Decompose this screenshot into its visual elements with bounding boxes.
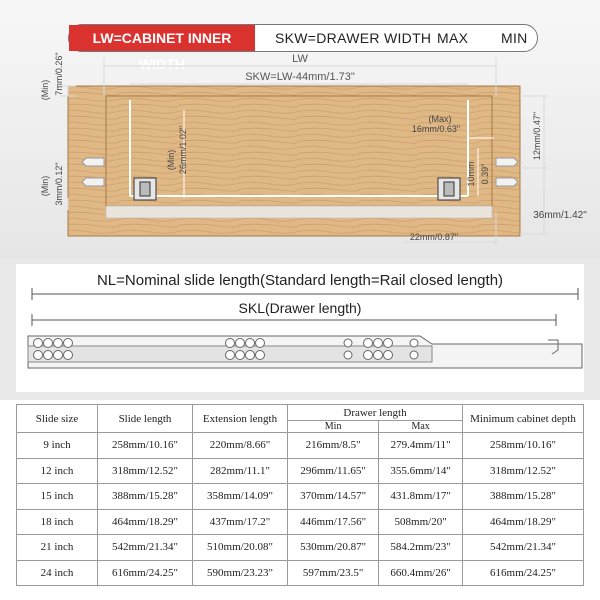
table-row	[17, 560, 584, 586]
cell-drawer-min: 216mm/8.5"	[288, 433, 379, 459]
cell-drawer-max: 660.4mm/26"	[379, 560, 463, 586]
cell-length: 464mm/18.29"	[98, 509, 193, 535]
header-slide-size: Slide size	[17, 405, 98, 433]
cell-length: 318mm/12.52"	[98, 458, 193, 484]
slide-rail	[28, 336, 582, 368]
header-drawer-length: Drawer length	[288, 405, 463, 421]
table-row	[17, 484, 584, 510]
cell-drawer-min: 370mm/14.57"	[288, 484, 379, 510]
cell-size: 24 inch	[17, 560, 98, 586]
cell-drawer-max: 508mm/20"	[379, 509, 463, 535]
lw-label: LW	[292, 53, 308, 65]
rail-height-mm: 10mm	[466, 161, 476, 187]
legend-min: MIN	[501, 30, 528, 46]
cabinet-cross-section	[0, 0, 600, 258]
rail-height-in: 0.39"	[480, 163, 490, 185]
cell-drawer-min: 446mm/17.56"	[288, 509, 379, 535]
cell-drawer-max: 584.2mm/23"	[379, 535, 463, 561]
cell-length: 542mm/21.34"	[98, 535, 193, 561]
right-top-value: 12mm/0.47"	[532, 111, 542, 161]
spec-table	[16, 404, 584, 586]
skl-dimension	[32, 314, 556, 326]
cell-extension: 220mm/8.66"	[193, 433, 288, 459]
right-bottom-value: 36mm/1.42"	[533, 210, 587, 221]
cell-cabinet-depth: 616mm/24.25"	[463, 560, 584, 586]
rail-max-label: (Max)	[428, 114, 452, 124]
rail-max-value: 16mm/0.63"	[411, 124, 461, 134]
table-row	[17, 535, 584, 561]
cell-size: 9 inch	[17, 433, 98, 459]
cell-length: 616mm/24.25"	[98, 560, 193, 586]
cell-extension: 358mm/14.09"	[193, 484, 288, 510]
nl-dimension	[32, 288, 578, 300]
top-gap-value: 7mm/0.26"	[54, 52, 64, 96]
skw-label: SKW=LW-44mm/1.73"	[245, 71, 355, 83]
skl-title: SKL(Drawer length)	[238, 300, 362, 316]
cell-cabinet-depth: 318mm/12.52"	[463, 458, 584, 484]
cell-length: 388mm/15.28"	[98, 484, 193, 510]
cell-drawer-max: 431.8mm/17"	[379, 484, 463, 510]
cell-size: 18 inch	[17, 509, 98, 535]
bottom-offset-value: 22mm/0.87"	[409, 232, 459, 242]
bottom-gap-min: (Min)	[40, 175, 50, 197]
header-drawer-min: Min	[288, 421, 379, 433]
table-row	[17, 433, 584, 459]
cell-size: 12 inch	[17, 458, 98, 484]
left-rail-profile	[134, 178, 156, 200]
header-drawer-max: Max	[379, 421, 463, 433]
top-gap-min: (Min)	[40, 79, 50, 101]
cell-extension: 510mm/20.08"	[193, 535, 288, 561]
cell-extension: 437mm/17.2"	[193, 509, 288, 535]
nl-title: NL=Nominal slide length(Standard length=Rail closed length)	[96, 272, 504, 289]
cell-drawer-max: 355.6mm/14"	[379, 458, 463, 484]
drawer-side-value: 26mm/1.02"	[178, 125, 188, 175]
slide-rail-illustration	[0, 258, 600, 400]
header-min-cabinet-depth: Minimum cabinet depth	[463, 405, 584, 433]
cell-drawer-min: 597mm/23.5"	[288, 560, 379, 586]
cell-drawer-min: 296mm/11.65"	[288, 458, 379, 484]
table-row	[17, 509, 584, 535]
cell-cabinet-depth: 388mm/15.28"	[463, 484, 584, 510]
table-row	[17, 458, 584, 484]
cell-size: 15 inch	[17, 484, 98, 510]
legend-lw: LW=CABINET INNER WIDTH	[69, 25, 255, 51]
cell-extension: 590mm/23.23"	[193, 560, 288, 586]
cell-cabinet-depth: 464mm/18.29"	[463, 509, 584, 535]
cell-length: 258mm/10.16"	[98, 433, 193, 459]
header-extension-length: Extension length	[193, 405, 288, 433]
cell-extension: 282mm/11.1"	[193, 458, 288, 484]
legend-max: MAX	[437, 30, 469, 46]
cell-cabinet-depth: 542mm/21.34"	[463, 535, 584, 561]
cell-size: 21 inch	[17, 535, 98, 561]
cell-drawer-min: 530mm/20.87"	[288, 535, 379, 561]
right-rail-profile	[438, 178, 460, 200]
legend-skw: SKW=DRAWER WIDTH	[275, 30, 432, 46]
drawer-side-min: (Min)	[166, 149, 176, 171]
bottom-gap-value: 3mm/0.12"	[54, 162, 64, 206]
cell-cabinet-depth: 258mm/10.16"	[463, 433, 584, 459]
cell-drawer-max: 279.4mm/11"	[379, 433, 463, 459]
header-slide-length: Slide length	[98, 405, 193, 433]
